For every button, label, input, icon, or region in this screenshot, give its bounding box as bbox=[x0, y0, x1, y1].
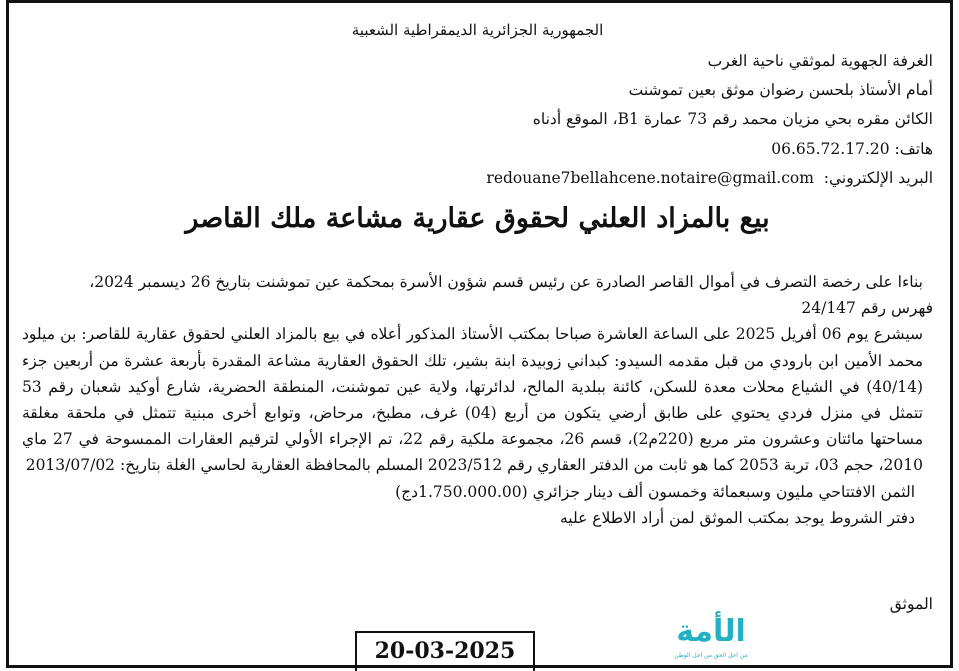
logo-wordmark: الأمة bbox=[676, 614, 746, 649]
notary-line: أمام الأستاذ بلحسن رضوان موثق بعين تموشنت bbox=[628, 81, 933, 99]
conditions-note: دفتر الشروط يوجد بمكتب الموثق لمن أراد الاطلاع عليه bbox=[559, 508, 915, 527]
email-address: redouane7bellahcene.notaire@gmail.com bbox=[486, 169, 814, 187]
opening-price: الثمن الافتتاحي مليون وسبعمائة وخمسون ألف دينار جزائري (1.750.000.00دج) bbox=[395, 482, 915, 501]
email-line bbox=[486, 169, 933, 187]
address-line: الكائن مقره بحي مزيان محمد رقم 73 عمارة B1، الموقع أدناه bbox=[532, 110, 933, 128]
publication-date: 20-03-2025 bbox=[355, 631, 535, 671]
notary-signature-label: الموثق bbox=[889, 595, 933, 613]
body-line-1: بناءا على رخصة التصرف في أموال القاصر الصادرة عن رئيس قسم شؤون الأسرة بمحكمة عين تموشنت بتاريخ 26 ديسمبر 2024، bbox=[89, 273, 923, 291]
phone-line bbox=[771, 140, 933, 158]
email-label: البريد الإلكتروني: bbox=[823, 169, 933, 187]
announcement-content bbox=[22, 3, 933, 668]
logo-tagline: من أجل الحق من أجل الوطن bbox=[674, 652, 748, 659]
announcement-body bbox=[22, 269, 933, 531]
phone-number: 06.65.72.17.20 bbox=[771, 140, 890, 158]
newspaper-logo bbox=[641, 614, 781, 660]
chamber-line: الغرفة الجهوية لموثقي ناحية الغرب bbox=[707, 52, 933, 70]
body-paragraph-2: سيشرع يوم 06 أفريل 2025 على الساعة العاشرة صباحا بمكتب الأستاذ المذكور أعلاه في بيع بالمزاد العلني لحقوق عقارية للقاصر: بن ميلود محمد الأمين ابن بارودي من قبل مقدمه السيدو: كبداني زوبيدة ابنة بشير، تلك الحقوق العقارية مشاعة المقدرة بأربعة عشرة من أربعين جزء (40/14) في الشياع محلات معدة للسكن، كائنة ببلدية المالح، لدائرتها، ولاية عين تموشنت، المنطقة الحضرية، شارع أوكيد شعبان رقم 53 تتمثل في منزل فردي يحتوي على طابق أرضي يتكون من أربع (04) غرف، مطبخ، مرحاض، وتوابع أخرى مبنية تتمثل في ملحقة مغلقة مساحتها مائتان وعشرون متر مربع (220م2)، قسم 26، مجموعة ملكية رقم 22، تم الإجراء الأولي لترقيم العقارات الممسوحة في 27 ماي 2010، حجم 03، تربة 2053 كما هو ثابت من الدفتر العقاري رقم 2023/512 المسلم بالمحافظة العقارية لحاسي الغلة بتاريخ: 2013/07/02 bbox=[22, 325, 923, 475]
announcement-page bbox=[6, 0, 953, 668]
body-line-2: فهرس رقم 24/147 bbox=[801, 299, 933, 318]
bottom-divider bbox=[9, 665, 950, 668]
phone-label: هاتف: bbox=[894, 140, 933, 158]
announcement-title: بيع بالمزاد العلني لحقوق عقارية مشاعة ملك القاصر bbox=[185, 203, 770, 234]
republic-header: الجمهورية الجزائرية الديمقراطية الشعبية bbox=[351, 21, 604, 39]
